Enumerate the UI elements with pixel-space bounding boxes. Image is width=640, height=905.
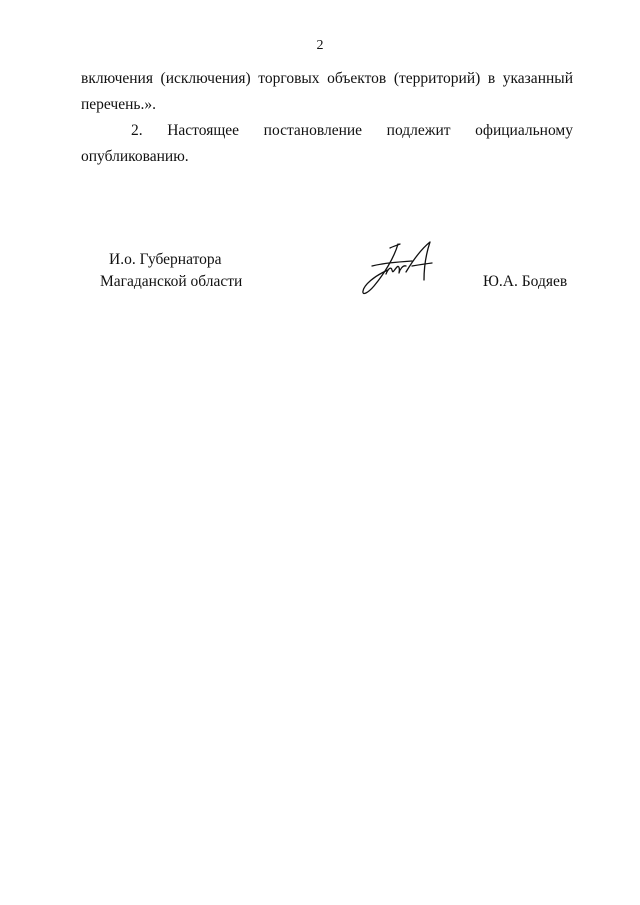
paragraph-2 xyxy=(81,118,573,170)
paragraph-1 xyxy=(81,66,573,118)
paragraph-2-word-3: подлежит xyxy=(386,122,451,139)
signer-title-line-2: Магаданской области xyxy=(100,273,243,290)
paragraph-2-word-2: постановление xyxy=(263,122,363,139)
handwritten-signature-icon xyxy=(354,236,444,302)
paragraph-2-word-1: Настоящее xyxy=(167,122,240,139)
paragraph-1-line-1: включения (исключения) торговых объектов (территорий) в указанный xyxy=(81,70,573,87)
signer-name: Ю.А. Бодяев xyxy=(483,273,568,290)
paragraph-2-line-2: опубликованию. xyxy=(81,148,189,165)
signer-title-line-1: И.о. Губернатора xyxy=(109,251,222,268)
paragraph-2-line-1 xyxy=(81,118,573,144)
page-number: 2 xyxy=(316,38,324,53)
paragraph-2-number: 2. xyxy=(131,122,143,139)
paragraph-2-word-4: официальному xyxy=(475,122,573,139)
signer-title xyxy=(100,249,242,293)
paragraph-1-line-2: перечень.». xyxy=(81,96,156,113)
